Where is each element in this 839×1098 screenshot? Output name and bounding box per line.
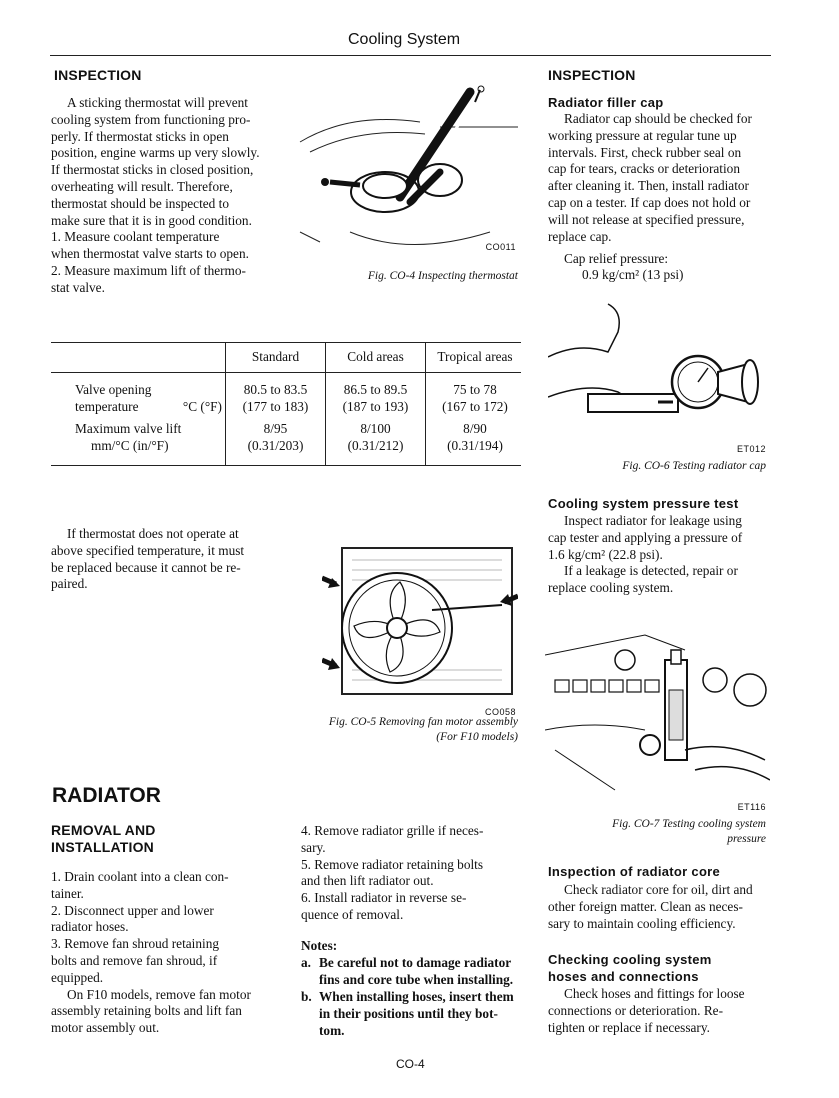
- removal-steps-mid: [301, 823, 519, 924]
- text-line: stat valve.: [51, 279, 105, 295]
- hoses-text: [548, 986, 766, 1036]
- fig-co5-caption-sub: (For F10 models): [436, 731, 518, 743]
- table-cell: [426, 382, 524, 416]
- note-b-text: [319, 989, 519, 1039]
- fig-co4-caption: Fig. CO-4 Inspecting thermostat: [367, 270, 518, 282]
- table-bottom-rule: [51, 465, 521, 466]
- table-cell: [226, 421, 325, 455]
- fig-co6-caption: Fig. CO-6 Testing radiator cap: [622, 460, 766, 472]
- text-line: above specified temperature, it must: [51, 542, 245, 558]
- radiator-cap-tester-illustration: [548, 302, 770, 432]
- text-line: radiator hoses.: [51, 919, 129, 935]
- text-line: 6. Install radiator in reverse se-: [301, 890, 467, 906]
- header-rule: [50, 55, 771, 56]
- text-line: Check radiator core for oil, dirt and: [564, 882, 753, 897]
- text-line: Inspect radiator for leakage using: [564, 513, 742, 528]
- text-line: working pressure at regular tune up: [548, 127, 737, 143]
- text-line: 1. Measure coolant temperature: [51, 229, 220, 245]
- text-line: If thermostat does not operate at: [67, 526, 239, 541]
- table-header-standard: Standard: [251, 349, 300, 364]
- fan-motor-illustration: [322, 540, 518, 700]
- page-header-title: Cooling System: [348, 31, 461, 48]
- cooling-system-pressure-illustration: [545, 630, 770, 795]
- row-label: temperature: [75, 399, 139, 414]
- text-line: bolts and remove fan shroud, if: [51, 952, 218, 968]
- text-line: when thermostat valve starts to open.: [51, 246, 249, 262]
- text-line: overheating will result. Therefore,: [51, 178, 233, 194]
- cell-line: 80.5 to 83.5: [243, 382, 308, 397]
- text-line: will not release at specified pressure,: [548, 211, 745, 227]
- text-line: Check hoses and fittings for loose: [564, 986, 745, 1001]
- cap-relief-value: 0.9 kg/cm² (13 psi): [582, 267, 684, 282]
- heading-line: INSTALLATION: [51, 839, 154, 855]
- fig-co6-id: ET012: [736, 444, 766, 454]
- text-line: thermostat should be inspected to: [51, 195, 229, 211]
- text-line: after cleaning it. Then, install radiator: [548, 178, 749, 194]
- table-header-cold: Cold areas: [347, 349, 404, 364]
- row-label: Maximum valve lift: [75, 421, 182, 436]
- cell-line: 86.5 to 89.5: [343, 382, 408, 397]
- text-line: 2. Disconnect upper and lower: [51, 902, 214, 918]
- text-line: intervals. First, check rubber seal on: [548, 144, 742, 160]
- text-line: 1. Drain coolant into a clean con-: [51, 869, 229, 884]
- text-line: 5. Remove radiator retaining bolts: [301, 856, 484, 872]
- text-line: and then lift radiator out.: [301, 873, 434, 889]
- text-line: fins and core tube when installing.: [319, 971, 514, 987]
- text-line: On F10 models, remove fan motor: [67, 986, 251, 1002]
- cell-line: 8/90: [463, 421, 487, 436]
- thermostat-inspection-text: [51, 95, 268, 297]
- text-line: quence of removal.: [301, 906, 404, 922]
- text-line: tom.: [319, 1022, 345, 1038]
- text-line: cap tester and applying a pressure of: [548, 529, 743, 545]
- removal-heading: [51, 822, 156, 856]
- removal-steps-left: [51, 869, 268, 1037]
- cell-line: (0.31/212): [347, 437, 404, 453]
- pressure-test-text: [548, 513, 766, 597]
- text-line: motor assembly out.: [51, 1020, 160, 1036]
- thermostat-replace-text: [51, 526, 268, 593]
- text-line: 1.6 kg/cm² (22.8 psi).: [548, 546, 663, 562]
- note-a-text: [319, 955, 519, 989]
- text-line: 3. Remove fan shroud retaining: [51, 936, 220, 952]
- text-line: When installing hoses, insert them: [319, 989, 514, 1004]
- text-line: replace cooling system.: [548, 580, 674, 596]
- text-line: 2. Measure maximum lift of thermo-: [51, 262, 246, 278]
- text-line: A sticking thermostat will prevent: [67, 95, 248, 110]
- fig-co5-id: CO058: [484, 707, 516, 717]
- cell-line: (187 to 193): [342, 398, 409, 414]
- page-number: CO-4: [396, 1057, 425, 1071]
- text-line: Radiator cap should be checked for: [564, 111, 752, 126]
- text-line: If a leakage is detected, repair or: [564, 563, 738, 579]
- text-line: cap for tears, cracks or deterioration: [548, 161, 740, 177]
- heading-line: Checking cooling system: [548, 952, 712, 967]
- right-inspection-heading: INSPECTION: [548, 67, 636, 83]
- text-line: equipped.: [51, 969, 104, 985]
- radiator-cap-text: [548, 111, 766, 245]
- table-cell: [326, 382, 425, 416]
- text-line: in their positions until they bot-: [319, 1005, 498, 1021]
- cell-line: 75 to 78: [453, 382, 497, 397]
- text-line: perly. If thermostat sticks in open: [51, 128, 229, 144]
- text-line: sary to maintain cooling efficiency.: [548, 915, 736, 931]
- row-label: Valve opening: [75, 382, 152, 397]
- left-inspection-heading: INSPECTION: [54, 67, 142, 83]
- radiator-core-text: [548, 882, 766, 932]
- radiator-cap-heading: Radiator filler cap: [548, 95, 664, 110]
- text-line: paired.: [51, 576, 88, 592]
- fig-co7-caption: Fig. CO-7 Testing cooling system: [612, 818, 766, 830]
- pressure-test-heading: Cooling system pressure test: [548, 496, 739, 511]
- cell-line: (0.31/194): [447, 437, 503, 453]
- table-top-rule: [51, 342, 521, 343]
- fig-co5-caption: Fig. CO-5 Removing fan motor assembly: [328, 716, 518, 728]
- table-header-rule: [51, 372, 521, 373]
- table-header-tropical: Tropical areas: [437, 349, 513, 364]
- heading-line: hoses and connections: [548, 969, 699, 984]
- cell-line: 8/95: [263, 421, 288, 436]
- text-line: connections or deterioration. Re-: [548, 1002, 724, 1018]
- cell-line: (167 to 172): [442, 398, 508, 414]
- text-line: replace cap.: [548, 228, 612, 244]
- note-b-mark: b.: [301, 989, 312, 1004]
- hoses-heading: [548, 951, 712, 985]
- fig-co7-id: ET116: [737, 802, 766, 812]
- text-line: be replaced because it cannot be re-: [51, 559, 241, 575]
- text-line: Be careful not to damage radiator: [319, 955, 512, 970]
- row-unit: °C (°F): [182, 399, 222, 414]
- heading-line: REMOVAL AND: [51, 822, 156, 838]
- cell-line: (0.31/203): [247, 437, 304, 453]
- radiator-heading: RADIATOR: [52, 784, 161, 807]
- radiator-core-heading: Inspection of radiator core: [548, 864, 721, 879]
- text-line: cap on a tester. If cap does not hold or: [548, 194, 751, 210]
- text-line: tainer.: [51, 885, 84, 901]
- text-line: cooling system from functioning pro-: [51, 111, 251, 127]
- text-line: position, engine warms up very slowly.: [51, 145, 260, 161]
- text-line: sary.: [301, 839, 326, 855]
- thermostat-inspection-illustration: [290, 82, 520, 257]
- row-label: mm/°C (in/°F): [91, 438, 169, 453]
- text-line: other foreign matter. Clean as neces-: [548, 898, 743, 914]
- text-line: tighten or replace if necessary.: [548, 1019, 710, 1035]
- notes-heading: Notes:: [301, 938, 338, 953]
- table-cell: [326, 421, 425, 455]
- fig-co4-id: CO011: [485, 242, 516, 252]
- table-cell: [426, 421, 524, 455]
- fig-co7-caption-sub: pressure: [727, 833, 766, 845]
- cell-line: 8/100: [360, 421, 391, 436]
- text-line: assembly retaining bolts and lift fan: [51, 1003, 242, 1019]
- note-a-mark: a.: [301, 955, 311, 970]
- cell-line: (177 to 183): [242, 398, 309, 414]
- text-line: make sure that it is in good condition.: [51, 212, 252, 228]
- cap-relief-label: Cap relief pressure:: [564, 251, 669, 266]
- text-line: If thermostat sticks in closed position,: [51, 162, 254, 178]
- table-cell: [226, 382, 325, 416]
- text-line: 4. Remove radiator grille if neces-: [301, 823, 484, 838]
